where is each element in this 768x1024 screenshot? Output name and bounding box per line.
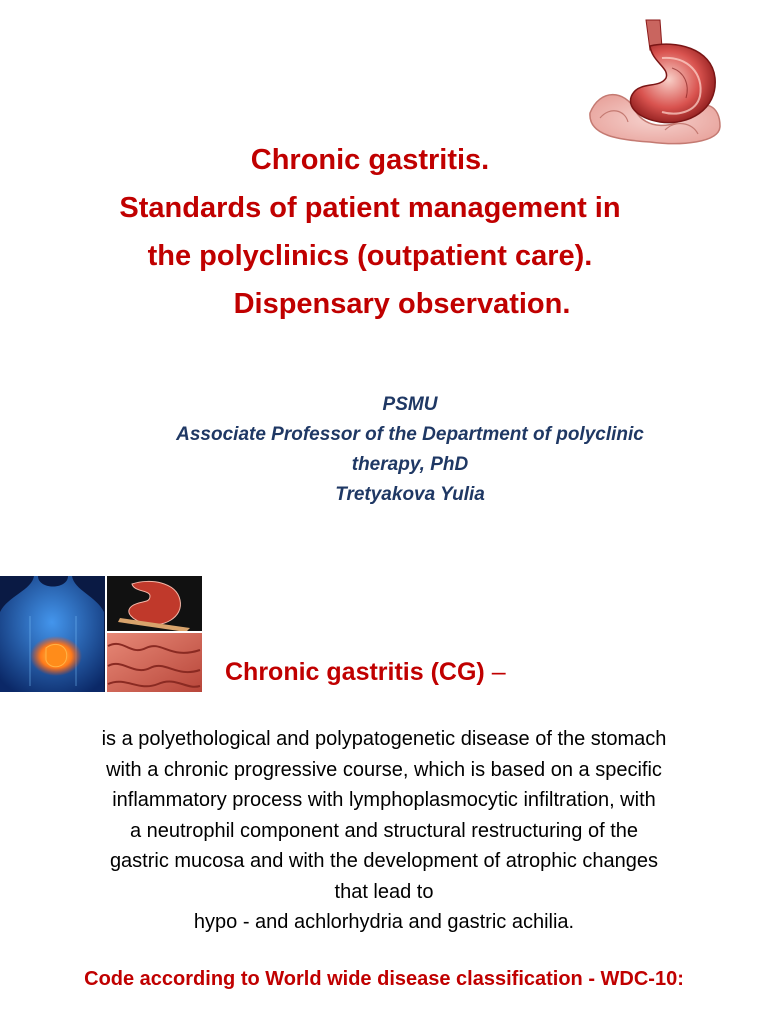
definition-text xyxy=(34,724,734,938)
author-position: Associate Professor of the Department of polyclinic xyxy=(176,424,644,445)
author-name: Tretyakova Yulia xyxy=(335,484,485,505)
title-line: Dispensary observation. xyxy=(233,288,571,320)
definition-slide xyxy=(0,512,768,1024)
stomach-illustration xyxy=(580,18,730,148)
slide-title xyxy=(20,136,720,328)
heading-term: Chronic gastritis (CG) xyxy=(225,658,485,686)
classification-code-heading: Code according to World wide disease classification - WDC-10: xyxy=(84,968,684,990)
definition-heading xyxy=(225,658,506,687)
definition-line: that lead to xyxy=(334,880,434,903)
anatomy-collage xyxy=(0,576,202,692)
definition-line: a neutrophil component and structural restructuring of the xyxy=(129,819,639,842)
title-line: the polyclinics (outpatient care). xyxy=(147,240,593,272)
anatomy-image xyxy=(0,576,202,692)
institution: PSMU xyxy=(382,394,438,415)
title-line: Chronic gastritis. xyxy=(250,144,490,176)
author-block xyxy=(110,390,710,510)
heading-dash: – xyxy=(491,658,506,686)
definition-line: gastric mucosa and with the development of atrophic changes xyxy=(109,850,659,872)
title-line: Standards of patient management in xyxy=(119,192,621,224)
definition-line: is a polyethological and polypatogenetic disease of the stomach xyxy=(101,728,667,750)
author-degree: therapy, PhD xyxy=(351,454,469,475)
definition-line: with a chronic progressive course, which is based on a specific xyxy=(106,758,662,781)
definition-line: hypo - and achlorhydria and gastric achilia. xyxy=(193,911,575,933)
definition-line: inflammatory process with lymphoplasmocytic infiltration, with xyxy=(112,789,656,811)
